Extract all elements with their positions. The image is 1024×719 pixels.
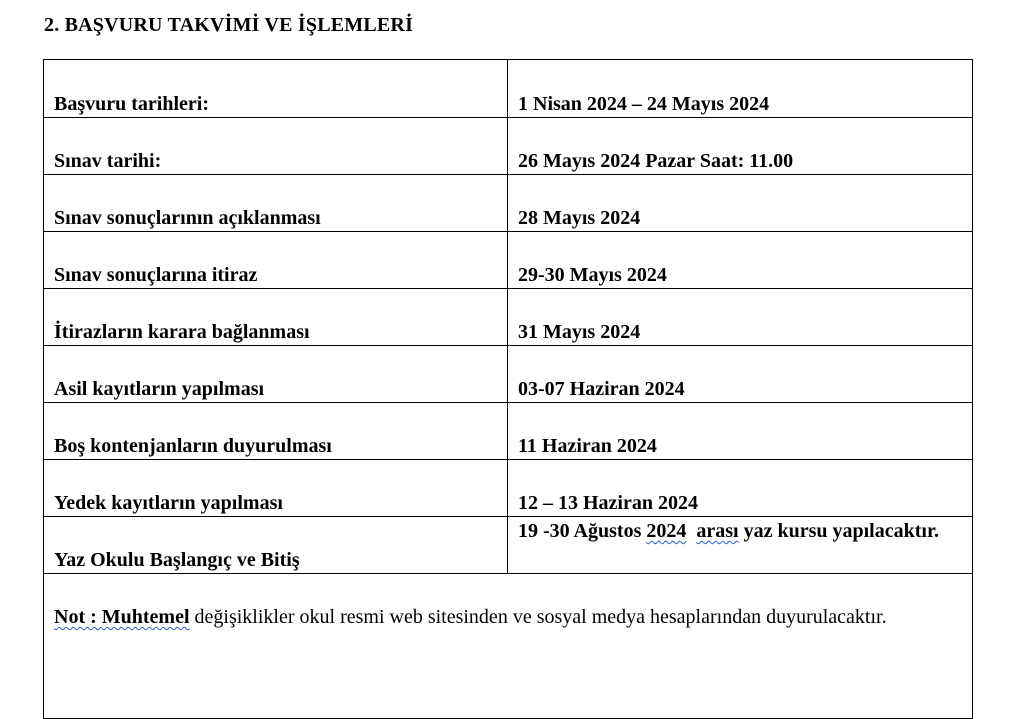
row-value: 29-30 Mayıs 2024 [508,232,973,289]
table-row [44,346,973,403]
row-label: Sınav tarihi: [44,118,508,175]
summer-value-part2: yaz kursu yapılacaktır. [738,520,939,542]
spellcheck-word: arası [696,520,739,542]
table-row [44,175,973,232]
page-heading: 2. BAŞVURU TAKVİMİ VE İŞLEMLERİ [44,14,414,36]
row-value: 28 Mayıs 2024 [508,175,973,232]
schedule-table [43,59,973,719]
spellcheck-word: 2024 [646,520,687,542]
table-row [44,232,973,289]
row-label: Başvuru tarihleri: [44,60,508,118]
row-label: Boş kontenjanların duyurulması [44,403,508,460]
table-row [44,289,973,346]
row-value: 03-07 Haziran 2024 [508,346,973,403]
row-label: Yedek kayıtların yapılması [44,460,508,517]
table-row-summer-school [44,517,973,574]
row-label: Sınav sonuçlarına itiraz [44,232,508,289]
row-label: İtirazların karara bağlanması [44,289,508,346]
note-label-word: Muhtemel [101,606,190,628]
note-label-prefix: Not : [54,606,102,628]
summer-value-part1: 19 -30 Ağustos [518,520,647,542]
note-row [44,574,973,719]
row-label: Asil kayıtların yapılması [44,346,508,403]
row-value [508,517,973,574]
row-label: Yaz Okulu Başlangıç ve Bitiş [44,517,508,574]
summer-value-space [686,520,696,542]
row-value: 31 Mayıs 2024 [508,289,973,346]
table-row [44,403,973,460]
note-cell [44,574,973,719]
row-value: 1 Nisan 2024 – 24 Mayıs 2024 [508,60,973,118]
table-row [44,60,973,118]
table-row [44,118,973,175]
table-row [44,460,973,517]
row-value: 26 Mayıs 2024 Pazar Saat: 11.00 [508,118,973,175]
note-text: değişiklikler okul resmi web sitesinden ve sosyal medya hesaplarından duyurulacaktır. [189,606,887,628]
row-value: 12 – 13 Haziran 2024 [508,460,973,517]
row-label: Sınav sonuçlarının açıklanması [44,175,508,232]
row-value: 11 Haziran 2024 [508,403,973,460]
